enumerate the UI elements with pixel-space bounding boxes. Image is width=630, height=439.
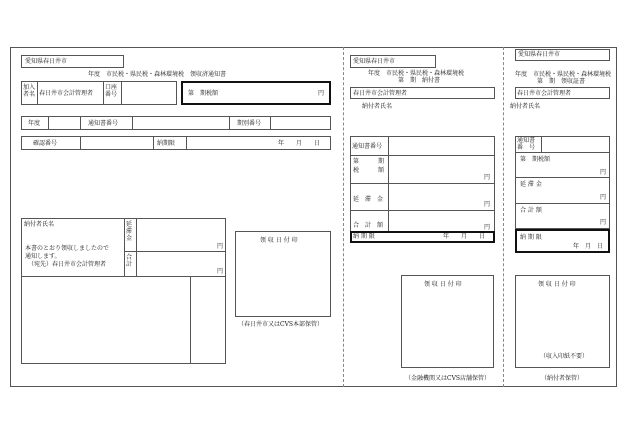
payment-storage-note: （金融機関又はCVS店舗保管） (405, 375, 491, 382)
subscriber-label: 加入者名 (23, 84, 36, 98)
payment-period-label-4: 額 (378, 167, 385, 174)
receipt-subscriber-name: 春日井市会計管理者 (517, 90, 572, 97)
payment-amount-table (350, 136, 495, 233)
receipt-stamp-label: 領 収 日 付 印 (538, 281, 576, 288)
receipt-notice-no-label-2: 番 号 (517, 144, 536, 151)
receipt-issuer: 愛知県春日井市 (518, 51, 561, 58)
payment-title-1: 年度 市民税・県民税・森林環境税 (368, 70, 465, 77)
payment-payer-name-label: 納付者氏名 (362, 103, 393, 110)
payment-late-fee-yen: 円 (484, 201, 491, 208)
receipt-msg-1: 本書のとおり領収しましたので (25, 245, 110, 252)
payer-name-label: 納付者氏名 (24, 221, 55, 228)
period-tax-label: 第 期税額 (188, 90, 219, 97)
receipt-period-label: 第 期税額 (520, 156, 551, 163)
receipt-total-label: 合 計 額 (520, 207, 542, 214)
notice-total-yen: 円 (217, 268, 224, 275)
payment-stamp-label: 領 収 日 付 印 (424, 281, 462, 288)
notice-issuer: 愛知県春日井市 (25, 58, 68, 65)
receipt-notice-no-label-1: 通知書 (517, 137, 536, 144)
payment-period-label-2: 期 (378, 158, 385, 165)
notice-no-label: 通知書番号 (88, 120, 119, 127)
receipt-late-fee-yen: 円 (600, 194, 607, 201)
notice-storage-note: （春日井市又はCVS本部保管） (238, 321, 324, 328)
payment-notice-no-label: 通知書番号 (352, 143, 383, 150)
notice-title: 年度 市民税・県民税・森林環境税 領収済通知書 (88, 71, 227, 78)
payment-late-fee-label: 延 滞 金 (353, 196, 384, 203)
fiscal-year-label: 年度 (28, 120, 41, 127)
payment-due-label: 納 期 限 (353, 233, 375, 240)
period-tax-yen: 円 (318, 90, 325, 97)
cut-line-right (503, 47, 504, 387)
notice-late-fee-yen: 円 (217, 243, 224, 250)
notice-total-label: 合計 (126, 254, 133, 268)
notice-number-row (21, 116, 331, 130)
notice-stamp-label: 領 収 日 付 印 (260, 237, 298, 244)
subscriber-name: 春日井市会計管理者 (39, 90, 94, 97)
payment-due-date: 年 月 日 (443, 233, 486, 240)
payment-period-yen: 円 (484, 174, 491, 181)
payment-subscriber-name: 春日井市会計管理者 (353, 90, 408, 97)
confirm-no-label: 確認番号 (33, 140, 58, 147)
payment-period-label-3: 税 (353, 167, 360, 174)
receipt-title-2: 第 期 領収証書 (537, 78, 586, 85)
receipt-title-1: 年度 市民税・県民税・森林環境税 (515, 71, 612, 78)
receipt-period-yen: 円 (600, 169, 607, 176)
payment-stamp-box (401, 275, 494, 368)
category-label: 期別番号 (237, 120, 262, 127)
receipt-late-fee-label: 延 滞 金 (520, 181, 542, 188)
receipt-stamp-note: （収入印紙不要） (540, 353, 589, 360)
receipt-due-date: 年 月 日 (573, 243, 604, 250)
notice-due-label: 納期限 (157, 140, 176, 147)
receipt-payer-name-label: 納付者氏名 (510, 103, 541, 110)
payment-period-label-1: 第 (353, 158, 360, 165)
receipt-msg-3: （宛先）春日井市会計管理者 (28, 261, 107, 268)
cut-line-left (343, 47, 344, 387)
receipt-storage-note: （納付者保管） (541, 375, 584, 382)
payment-total-label: 合 計 額 (353, 222, 384, 229)
payment-issuer: 愛知県春日井市 (353, 58, 396, 65)
receipt-due-label: 納 期 限 (520, 234, 542, 241)
receipt-msg-2: 通知します。 (25, 253, 61, 260)
payment-total-yen: 円 (484, 224, 491, 231)
notice-due-date: 年 月 日 (278, 140, 321, 147)
account-label: 口座番号 (105, 84, 118, 98)
payment-title-2: 第 期 納付書 (398, 77, 441, 84)
notice-late-fee-label: 延滞金 (126, 221, 133, 242)
receipt-total-yen: 円 (600, 219, 607, 226)
